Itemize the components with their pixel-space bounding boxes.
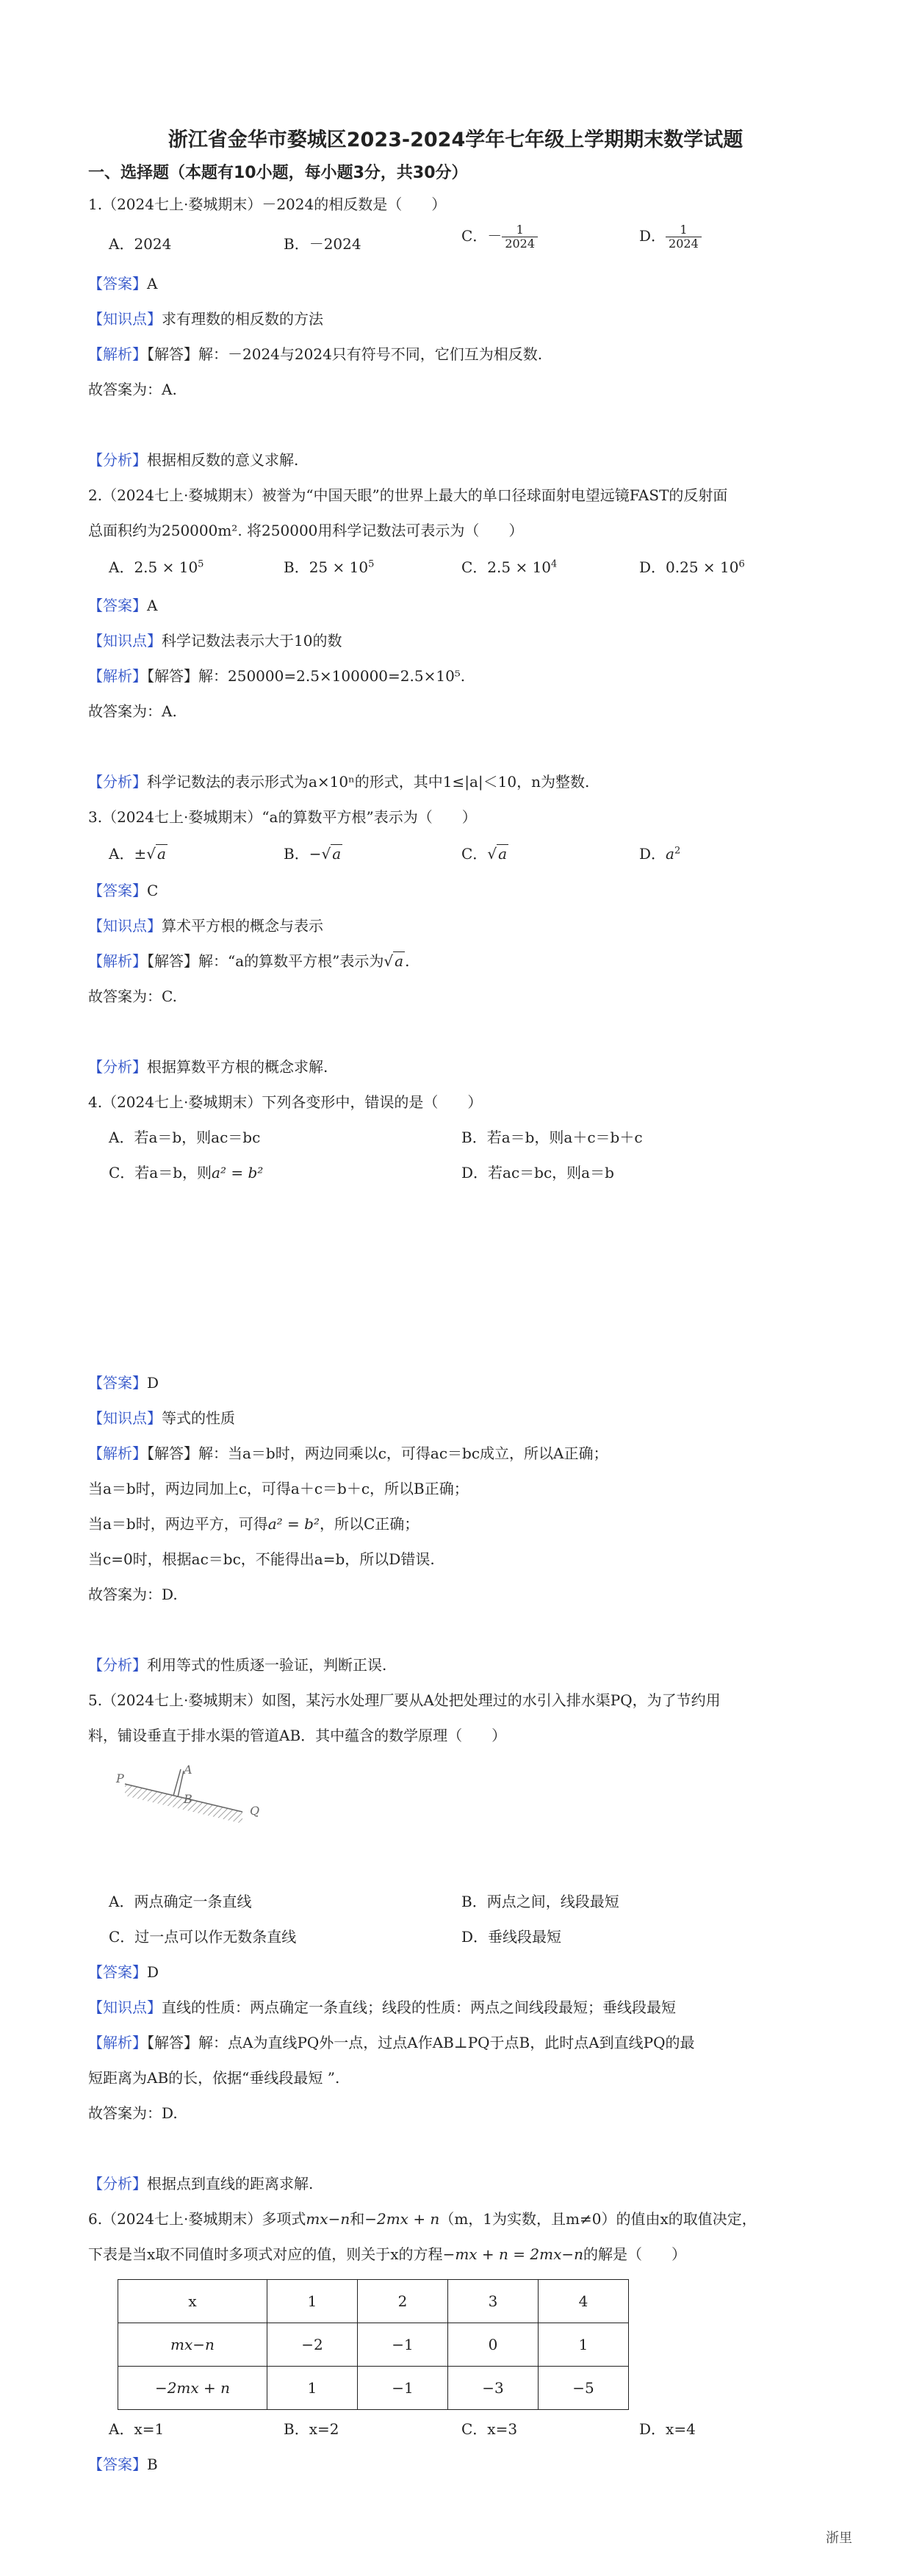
section-heading: 一、选择题（本题有10小题，每小题3分，共30分） xyxy=(88,164,468,182)
q5-fenxi-text: 根据点到直线的距离求解. xyxy=(147,2175,314,2192)
q3-b-radicand: a xyxy=(332,845,342,863)
q6-stem1-m2: −2mx + n xyxy=(364,2210,440,2228)
sqrt-symbol: √ a xyxy=(487,845,507,863)
q1-d-denominator: 2024 xyxy=(669,237,699,251)
q3-knowledge xyxy=(88,914,323,935)
q3-solution xyxy=(88,949,409,971)
sqrt-symbol: √ a xyxy=(384,952,404,970)
answer-tag: 【答案】 xyxy=(88,1374,147,1392)
q4-answer-value: D xyxy=(147,1374,159,1392)
q6-stem1-m1: mx−n xyxy=(306,2210,350,2228)
analysis-tag: 【解析】 xyxy=(88,2034,147,2051)
q4-sol3-math: a² = b² xyxy=(267,1515,320,1533)
q6-stem-line2 xyxy=(88,2242,686,2264)
sol-prefix: 解： xyxy=(198,2034,228,2051)
q2-d-exp: 6 xyxy=(738,558,745,570)
q3-fenxi xyxy=(88,1055,328,1076)
q1-c-numerator: 1 xyxy=(502,223,538,237)
q4-knowledge xyxy=(88,1406,235,1428)
q6-stem-line1 xyxy=(88,2207,757,2228)
q4-c-math: a² = b² xyxy=(212,1164,264,1181)
q6-stem2-m: −mx + n = 2mx−n xyxy=(442,2245,583,2263)
fenxi-tag: 【分析】 xyxy=(88,1058,147,1076)
knowledge-tag: 【知识点】 xyxy=(88,632,162,650)
solve-tag: 【解答】 xyxy=(147,667,198,685)
fenxi-tag: 【分析】 xyxy=(88,2175,147,2192)
analysis-tag: 【解析】 xyxy=(88,345,147,363)
q4-sol3-suffix: ，所以C正确； xyxy=(319,1515,420,1533)
q4-fenxi xyxy=(88,1653,386,1674)
q1-option-c-prefix: C．－ xyxy=(461,227,503,245)
sqrt-symbol: √ a xyxy=(146,845,166,863)
table-row xyxy=(118,2323,629,2367)
q5-answer xyxy=(88,1960,159,1982)
q4-knowledge-value: 等式的性质 xyxy=(162,1409,235,1427)
q5-figure xyxy=(110,1763,279,1844)
q4-fenxi-text: 利用等式的性质逐一验证，判断正误. xyxy=(147,1656,387,1674)
table-cell: 0 xyxy=(448,2323,539,2367)
q6-stem1-b: 和 xyxy=(350,2210,365,2228)
q1-option-a: A．2024 xyxy=(109,235,172,253)
table-cell: −2 xyxy=(267,2323,358,2367)
q4-solution-line1 xyxy=(88,1442,608,1463)
knowledge-tag: 【知识点】 xyxy=(88,310,162,328)
q5-knowledge xyxy=(88,1996,676,2017)
q4-solution-line3 xyxy=(88,1512,419,1533)
q2-knowledge xyxy=(88,629,342,650)
answer-tag: 【答案】 xyxy=(88,597,147,614)
table-cell: −1 xyxy=(358,2367,448,2410)
q6-answer xyxy=(88,2453,158,2474)
q1-option-c xyxy=(461,223,538,251)
sol-prefix: 解： xyxy=(198,345,228,363)
q3-stem: 3.（2024七上·婺城期末）“a的算数平方根”表示为（ ） xyxy=(88,808,477,826)
table-cell: x xyxy=(118,2280,267,2323)
q1-conclusion: 故答案为：A. xyxy=(88,381,177,398)
q3-b-text: B．− xyxy=(284,845,322,863)
q3-knowledge-value: 算术平方根的概念与表示 xyxy=(162,917,323,935)
q4-option-b: B．若a＝b，则a＋c＝b＋c xyxy=(461,1129,643,1146)
q3-a-radicand: a xyxy=(156,845,166,863)
sqrt-symbol: √ a xyxy=(321,845,342,863)
q3-solution-end: . xyxy=(405,952,410,970)
q6-option-c: C．x=3 xyxy=(461,2420,518,2438)
q3-c-radicand: a xyxy=(498,845,507,863)
table-cell: mx−n xyxy=(118,2323,267,2367)
q5-knowledge-value: 直线的性质：两点确定一条直线；线段的性质：两点之间线段最短；垂线段最短 xyxy=(162,1998,676,2016)
page-title: 浙江省金华市婺城区2023-2024学年七年级上学期期末数学试题 xyxy=(168,129,743,151)
q4-option-d: D．若ac＝bc，则a＝b xyxy=(461,1164,614,1181)
q3-answer xyxy=(88,879,158,900)
q3-sol-radicand: a xyxy=(395,952,404,970)
analysis-tag: 【解析】 xyxy=(88,952,147,970)
q2-option-d xyxy=(639,555,745,577)
q3-option-a xyxy=(109,842,168,863)
q2-a-exp: 5 xyxy=(198,558,204,570)
q4-answer xyxy=(88,1371,159,1392)
table-cell: −2mx + n xyxy=(118,2367,267,2410)
q1-stem: 1.（2024七上·婺城期末）－2024的相反数是（ ） xyxy=(88,195,447,213)
analysis-tag: 【解析】 xyxy=(88,667,147,685)
q5-conclusion: 故答案为：D. xyxy=(88,2104,178,2122)
q1-option-d-fraction xyxy=(666,223,702,251)
table-cell: 2 xyxy=(358,2280,448,2323)
q3-d-base: a xyxy=(666,845,674,863)
q3-answer-value: C xyxy=(147,882,159,899)
sol-prefix: 解： xyxy=(198,952,228,970)
q3-d-exp: 2 xyxy=(674,845,681,857)
q6-option-a: A．x=1 xyxy=(109,2420,165,2438)
q1-option-d xyxy=(639,223,702,251)
q6-table xyxy=(118,2279,629,2410)
table-cell: 1 xyxy=(267,2280,358,2323)
sol-prefix: 解： xyxy=(198,667,228,685)
knowledge-tag: 【知识点】 xyxy=(88,917,162,935)
q2-stem-line2: 总面积约为250000m². 将250000用科学记数法可表示为（ ） xyxy=(88,522,524,539)
q2-solution-text: 250000=2.5×100000=2.5×10⁵. xyxy=(228,667,466,685)
q2-b-exp: 5 xyxy=(368,558,375,570)
q5-answer-value: D xyxy=(147,1963,159,1981)
q5-stem-line2: 料，铺设垂直于排水渠的管道AB．其中蕴含的数学原理（ ） xyxy=(88,1727,507,1744)
answer-tag: 【答案】 xyxy=(88,275,147,292)
q2-fenxi xyxy=(88,770,589,791)
q3-fenxi-text: 根据算数平方根的概念求解. xyxy=(147,1058,328,1076)
q4-c-prefix: C．若a＝b，则 xyxy=(109,1164,212,1181)
q2-c-exp: 4 xyxy=(551,558,558,570)
q2-answer xyxy=(88,594,157,615)
pipe-ab xyxy=(173,1769,181,1796)
analysis-tag: 【解析】 xyxy=(88,1444,147,1462)
table-cell: 4 xyxy=(539,2280,629,2323)
q4-conclusion: 故答案为：D. xyxy=(88,1586,178,1603)
q2-stem-line1: 2.（2024七上·婺城期末）被誉为“中国天眼”的世界上最大的单口径球面射电望远镜FAST的反射面 xyxy=(88,486,728,504)
q1-solution-text: －2024与2024只有符号不同，它们互为相反数. xyxy=(228,345,543,363)
answer-tag: 【答案】 xyxy=(88,2456,147,2473)
q6-stem1-a: 6.（2024七上·婺城期末）多项式 xyxy=(88,2210,306,2228)
q4-solution-line4: 当c=0时，根据ac＝bc，不能得出a=b，所以D错误. xyxy=(88,1550,435,1568)
q5-option-c: C．过一点可以作无数条直线 xyxy=(109,1928,297,1946)
q6-answer-value: B xyxy=(147,2456,158,2473)
label-b: B xyxy=(184,1792,192,1806)
q2-option-a xyxy=(109,555,204,577)
q1-solution xyxy=(88,342,542,364)
q2-d-text: D．0.25 × 10 xyxy=(639,558,739,576)
q2-b-text: B．25 × 10 xyxy=(284,558,369,576)
q1-knowledge xyxy=(88,307,323,328)
solve-tag: 【解答】 xyxy=(147,1444,198,1462)
q1-option-c-fraction xyxy=(502,223,538,251)
q3-conclusion: 故答案为：C. xyxy=(88,987,177,1005)
table-cell: −3 xyxy=(448,2367,539,2410)
q1-option-d-prefix: D． xyxy=(639,227,666,245)
q2-c-text: C．2.5 × 10 xyxy=(461,558,552,576)
q6-stem2-b: 的解是（ ） xyxy=(583,2245,686,2263)
page-footer: 浙里 xyxy=(826,2530,852,2546)
fenxi-tag: 【分析】 xyxy=(88,773,147,791)
q5-option-d: D．垂线段最短 xyxy=(461,1928,562,1946)
table-cell: 3 xyxy=(448,2280,539,2323)
q1-d-numerator: 1 xyxy=(666,223,702,237)
answer-tag: 【答案】 xyxy=(88,882,147,899)
q1-answer-value: A xyxy=(147,275,158,292)
table-row xyxy=(118,2280,629,2323)
table-row xyxy=(118,2367,629,2410)
q3-option-d xyxy=(639,842,680,863)
q4-solution-line2: 当a＝b时，两边同加上c，可得a＋c＝b＋c，所以B正确； xyxy=(88,1480,469,1497)
knowledge-tag: 【知识点】 xyxy=(88,1998,162,2016)
q4-sol3-prefix: 当a＝b时，两边平方，可得 xyxy=(88,1515,268,1533)
q2-fenxi-text: 科学记数法的表示形式为a×10ⁿ的形式，其中1≤|a|＜10，n为整数. xyxy=(147,773,590,791)
label-p: P xyxy=(116,1771,124,1785)
sol-prefix: 解： xyxy=(198,1444,228,1462)
table-cell: 1 xyxy=(539,2323,629,2367)
q3-d-text: D． xyxy=(639,845,666,863)
solve-tag: 【解答】 xyxy=(147,345,198,363)
solve-tag: 【解答】 xyxy=(147,2034,198,2051)
q1-answer xyxy=(88,272,157,293)
q5-option-b: B．两点之间，线段最短 xyxy=(461,1893,619,1910)
fenxi-tag: 【分析】 xyxy=(88,451,147,469)
q1-fenxi-text: 根据相反数的意义求解. xyxy=(147,451,299,469)
q4-option-c xyxy=(109,1161,263,1182)
q1-option-b: B．－2024 xyxy=(284,235,361,253)
q1-fenxi xyxy=(88,448,298,469)
q2-option-b xyxy=(284,555,374,577)
q1-c-denominator: 2024 xyxy=(505,237,536,251)
q3-c-text: C． xyxy=(461,845,488,863)
q3-solution-text: “a的算数平方根”表示为 xyxy=(228,952,384,970)
q3-option-b xyxy=(284,842,342,863)
fenxi-tag: 【分析】 xyxy=(88,1656,147,1674)
table-cell: −5 xyxy=(539,2367,629,2410)
q5-solution-line1 xyxy=(88,2031,695,2052)
q3-option-c xyxy=(461,842,508,863)
answer-tag: 【答案】 xyxy=(88,1963,147,1981)
q4-option-a: A．若a＝b，则ac＝bc xyxy=(109,1129,261,1146)
q6-stem1-c: （m，1为实数，且m≠0）的值由x的取值决定， xyxy=(439,2210,757,2228)
q6-stem2-a: 下表是当x取不同值时多项式对应的值，则关于x的方程 xyxy=(88,2245,443,2263)
q5-solution-line2: 短距离为AB的长，依据“垂线段最短 ”. xyxy=(88,2069,340,2087)
solve-tag: 【解答】 xyxy=(147,952,198,970)
q5-sol1-text: 点A为直线PQ外一点，过点A作AB⊥PQ于点B，此时点A到直线PQ的最 xyxy=(228,2034,695,2051)
q2-option-c xyxy=(461,555,557,577)
q6-option-d: D．x=4 xyxy=(639,2420,696,2438)
q2-answer-value: A xyxy=(147,597,158,614)
q4-sol1-text: 当a＝b时，两边同乘以c，可得ac＝bc成立，所以A正确； xyxy=(228,1444,608,1462)
knowledge-tag: 【知识点】 xyxy=(88,1409,162,1427)
q2-solution xyxy=(88,664,465,686)
label-a: A xyxy=(184,1763,192,1777)
q4-stem: 4.（2024七上·婺城期末）下列各变形中，错误的是（ ） xyxy=(88,1093,483,1111)
q5-stem-line1: 5.（2024七上·婺城期末）如图，某污水处理厂要从A处把处理过的水引入排水渠PQ，为了节约用 xyxy=(88,1691,721,1709)
table-cell: −1 xyxy=(358,2323,448,2367)
q2-conclusion: 故答案为：A. xyxy=(88,702,177,720)
q5-fenxi xyxy=(88,2172,313,2193)
q6-option-b: B．x=2 xyxy=(284,2420,339,2438)
q1-knowledge-value: 求有理数的相反数的方法 xyxy=(162,310,323,328)
q3-a-text: A．± xyxy=(109,845,147,863)
q5-option-a: A．两点确定一条直线 xyxy=(109,1893,252,1910)
table-cell: 1 xyxy=(267,2367,358,2410)
q2-knowledge-value: 科学记数法表示大于10的数 xyxy=(162,632,342,650)
label-q: Q xyxy=(250,1804,260,1818)
q2-a-text: A．2.5 × 10 xyxy=(109,558,198,576)
